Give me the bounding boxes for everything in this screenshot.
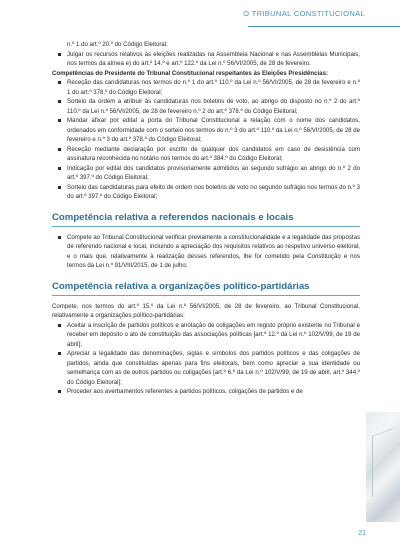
list-item: Proceder aos averbamentos referentes a partidos políticos, coligações de partidos e de: [52, 387, 360, 397]
header-rule: [248, 26, 400, 27]
header-title: O TRIBUNAL CONSTITUCIONAL: [243, 9, 365, 18]
section-title-referendos: Competência relativa a referendos nacionais e locais: [52, 212, 360, 227]
partidos-list: [52, 321, 360, 397]
partidos-intro: Compete, nos termos do art.º 15.º da Lei n.º 56/VI/2005, de 28 de fevereiro, ao Tribunal Constitucional, relativamente a organizações político-partidárias:: [52, 302, 360, 319]
document-body: [52, 40, 360, 397]
referendos-list: [52, 233, 360, 271]
list-item: Mandar afixar por edital a porta do Tribunal Constitucional a relação com o nome dos candidatos, ordenados em conformidade com o sorteio nos termos do n.º 3 do art.º 110.º da Lei n.º 56/VI/2005, de 28 de fevereiro e n.º 3 do art.º 378.º do Código Eleitoral;: [52, 116, 360, 145]
section-title-partidos: Competência relativa a organizações político-partidárias: [52, 281, 360, 296]
list-item: n.º 1 do art.º 20.º do Código Eleitoral;: [67, 41, 168, 48]
list-item: Sorteio da ordem a atribuir às candidaturas nos boletins de voto, ao abrigo do disposto no n.º 2 do art.º 110.º da Lei n.º 56/VI/2005, de 28 de fevereiro n.º 2 do art.º 378.º do Código Eleitoral;: [52, 97, 360, 116]
list-item: Apreciar a legalidade das denominações, siglas e símbolos dos partidos políticos e das coligações de partidos, ainda que constituídas apenas para fins eleitorais, bem como apreciar a sua identidade ou semelhança com as de outros partidos ou coligações [art.º 6.º da Lei n.º 102/V/99, de 19 de abril, art.º 344.º do Código Eleitoral];: [52, 349, 360, 387]
page-header: [0, 0, 400, 30]
list-item: Aceitar a inscrição de partidos políticos e anotação de coligações em registo próprio existente no Tribunal e receber em depósito o ato de constituição das associações políticas [art.º 12.º da Lei n.º 102/V/99, de 19 de abril];: [52, 321, 360, 350]
list-item: Receção mediante declaração por escrito de qualquer dos candidatos em caso de desistência com assinatura reconhecida no notário nos termos do art.º 384.º do Código Eleitoral;: [52, 145, 360, 164]
marble-decoration-image: [366, 412, 400, 522]
page-number: 21: [358, 530, 366, 537]
list-item: Receção das candidaturas nos termos do n.º 1 do art.º 110.º da Lei n.º 56/VI/2005, de 28 de fevereiro e n.º 1 do art.º 378.º do Código Eleitoral;: [52, 78, 360, 97]
list-item: Compete ao Tribunal Constitucional verificar previamente a constitucionalidade e a legalidade das propostas de referendo nacional e local, incluindo a apreciação dos requisitos relativos ao respetivo universo eleitoral, e o mais que, relativamente à realização desses referendos, lhe for cometido pela Constituição e nos termos da Lei n.º 91/VIII/2015, de 1 de julho;: [52, 233, 360, 271]
list-item: Indicação por edital dos candidatos provisoriamente admitidos ao segundo sufrágio ao abrigo do n.º 2 do art.º 397.º do Código Eleitoral;: [52, 164, 360, 183]
presidente-heading: Competências do Presidente do Tribunal Constitucional respeitantes às Eleições Presidências:: [52, 69, 328, 77]
presidente-list: [52, 78, 360, 202]
list-item: Sorteio das candidaturas para efeito de ordem nos boletins de voto no segundo sufrágio nos termos do n.º 3 do art.º 397.º do Código Eleitoral;: [52, 183, 360, 202]
top-list: [52, 40, 360, 69]
list-item: Julgar os recursos relativos às eleições realizadas na Assembleia Nacional e nas Assembleias Municipais, nos termos da alínea e) do art.º 14.º e art.º 122.º da Lei n.º 56/VI/2005, de 28 de fevereiro.: [52, 50, 360, 69]
